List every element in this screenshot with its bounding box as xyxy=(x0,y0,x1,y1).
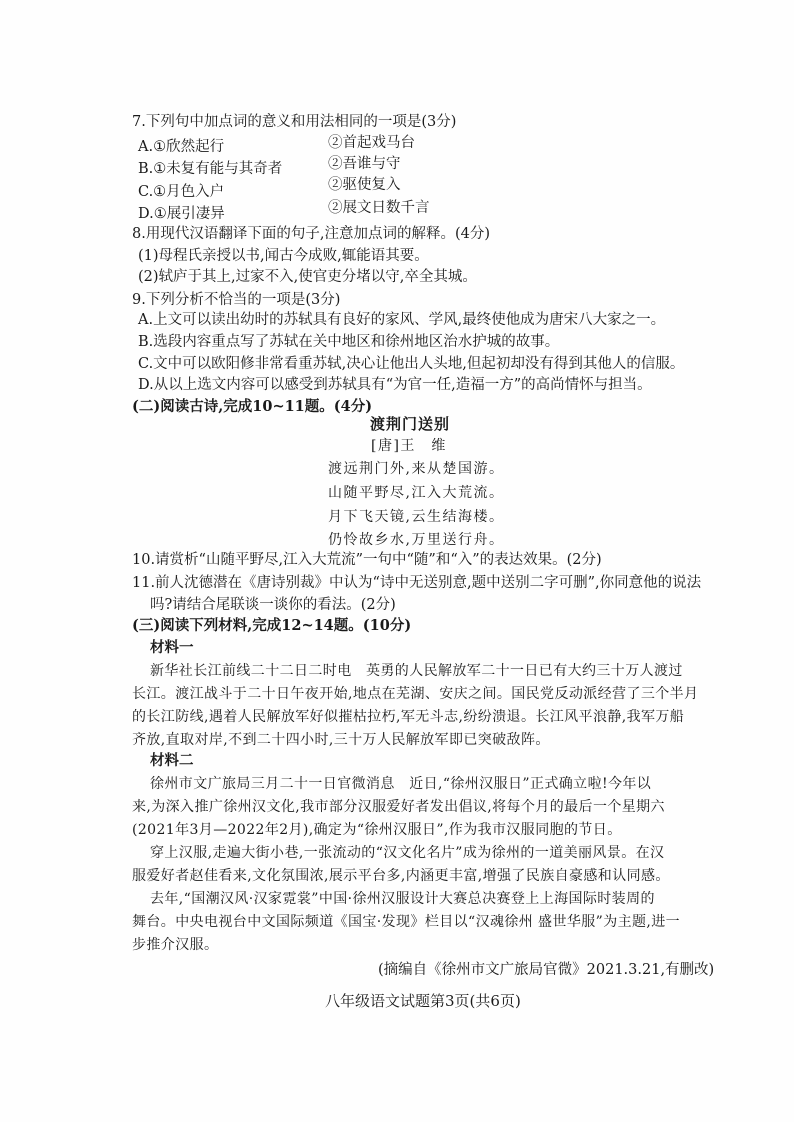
q9-option-a: A.上文可以读出幼时的苏轼具有良好的家风、学风,最终使他成为唐宋八大家之一。 xyxy=(138,312,666,328)
section-2-heading: (二)阅读古诗,完成10~11题。(4分) xyxy=(132,398,373,415)
q7-option-b-right: ②吾谁与守 xyxy=(328,156,401,172)
material-2-line-6: 去年,“国潮汉风·汉家霓裳”中国·徐州汉服设计大赛总决赛登上上海国际时装周的 xyxy=(150,891,655,907)
q9-stem: 9.下列分析不恰当的一项是(3分) xyxy=(132,292,341,308)
section-3-heading: (三)阅读下列材料,完成12~14题。(10分) xyxy=(132,617,412,634)
q7-option-a-right: ②首起戏马台 xyxy=(328,135,415,151)
poem-line-4: 仍怜故乡水,万里送行舟。 xyxy=(328,532,505,548)
material-1-title: 材料一 xyxy=(150,639,194,656)
q11-line-2: 吗?请结合尾联谈一谈你的看法。(2分) xyxy=(150,597,396,613)
material-2-line-7: 舞台。中央电视台中文国际频道《国宝·发现》栏目以“汉魂徐州 盛世华服”为主题,进一 xyxy=(132,914,681,930)
q7-option-d-left: D.①展引凄异 xyxy=(138,206,225,222)
material-2-title: 材料二 xyxy=(150,752,194,769)
source-citation: (摘编自《徐州市文广旅局官微》2021.3.21,有删改) xyxy=(378,962,715,978)
poem-line-3: 月下飞天镜,云生结海楼。 xyxy=(328,509,505,525)
material-1-line-2: 长江。渡江战斗于二十日午夜开始,地点在芜湖、安庆之间。国民党反动派经营了三个半月 xyxy=(132,686,699,702)
q7-option-b-left: B.①未复有能与其奇者 xyxy=(138,161,283,177)
material-2-line-8: 步推介汉服。 xyxy=(132,937,219,953)
material-2-line-5: 服爱好者赵佳看来,文化氛围浓,展示平台多,内涵更丰富,增强了民族自豪感和认同感。 xyxy=(132,868,670,884)
q7-option-d-right: ②展文日数千言 xyxy=(328,200,430,216)
q9-option-c: C.文中可以欧阳修非常看重苏轼,决心让他出人头地,但起初却没有得到其他人的信服。 xyxy=(138,356,685,372)
material-2-line-3: (2021年3月—2022年2月),确定为“徐州汉服日”,作为我市汉服同胞的节日。 xyxy=(132,822,622,838)
q9-option-d: D.从以上选文内容可以感受到苏轼具有“为官一任,造福一方”的高尚情怀与担当。 xyxy=(138,377,652,393)
poem-line-1: 渡远荆门外,来从楚国游。 xyxy=(328,461,505,477)
page-footer: 八年级语文试题第3页(共6页) xyxy=(325,992,521,1010)
poem-title: 渡荆门送别 xyxy=(370,415,451,433)
material-2-line-1: 徐州市文广旅局三月二十一日官微消息 近日,“徐州汉服日”正式确立啦!今年以 xyxy=(150,776,652,792)
material-2-line-2: 来,为深入推广徐州汉文化,我市部分汉服爱好者发出倡议,将每个月的最后一个星期六 xyxy=(132,799,665,815)
material-1-line-3: 的长江防线,遇着人民解放军好似摧枯拉朽,军无斗志,纷纷溃退。长江风平浪静,我军万船 xyxy=(132,709,685,725)
q8-item-1: (1)母程氏亲授以书,闻古今成败,辄能语其要。 xyxy=(138,248,429,264)
material-1-line-4: 齐放,直取对岸,不到二十四小时,三十万人民解放军即已突破敌阵。 xyxy=(132,732,550,748)
q9-option-b: B.选段内容重点写了苏轼在关中地区和徐州地区治水护城的故事。 xyxy=(138,334,560,350)
q7-stem: 7.下列句中加点词的意义和用法相同的一项是(3分) xyxy=(132,114,457,130)
q7-option-a-left: A.①欣然起行 xyxy=(138,139,225,155)
material-2-line-4: 穿上汉服,走遍大街小巷,一张流动的“汉文化名片”成为徐州的一道美丽风景。在汉 xyxy=(150,845,665,861)
q7-option-c-right: ②驱使复入 xyxy=(328,177,401,193)
q8-item-2: (2)轼庐于其上,过家不入,使官吏分堵以守,卒全其城。 xyxy=(138,269,477,285)
material-1-line-1: 新华社长江前线二十二日二时电 英勇的人民解放军二十一日已有大约三十万人渡过 xyxy=(150,663,683,679)
poem-line-2: 山随平野尽,江入大荒流。 xyxy=(328,485,505,501)
q7-option-c-left: C.①月色入户 xyxy=(138,184,225,200)
poem-author: [唐]王 维 xyxy=(371,438,447,454)
q11-line-1: 11.前人沈德潜在《唐诗别裁》中认为“诗中无送别意,题中送别二字可删”,你同意他的说法 xyxy=(132,575,702,591)
q8-stem: 8.用现代汉语翻译下面的句子,注意加点词的解释。(4分) xyxy=(132,226,490,242)
q10: 10.请赏析“山随平野尽,江入大荒流”一句中“随”和“入”的表达效果。(2分) xyxy=(132,552,602,568)
